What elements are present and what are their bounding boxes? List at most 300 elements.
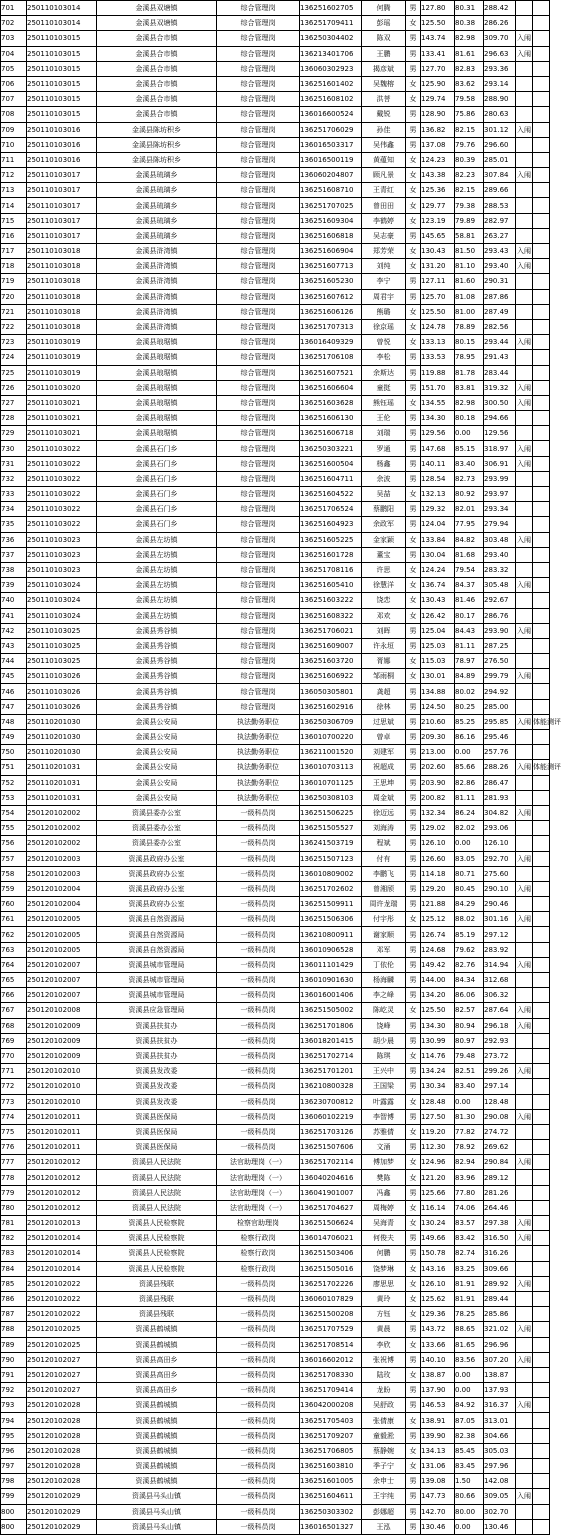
- cell-unit: 金溪县左坊镇: [97, 593, 217, 608]
- cell-no: 742: [1, 623, 27, 638]
- cell-status: 入闱: [516, 441, 533, 456]
- cell-note: [533, 562, 550, 577]
- cell-ticket: 136251708330: [300, 1367, 362, 1382]
- cell-name: 付有: [362, 851, 406, 866]
- cell-status: 入闱: [516, 1003, 533, 1018]
- cell-note: [533, 851, 550, 866]
- cell-interview: 77.82: [455, 1124, 484, 1139]
- cell-ticket: 136251706021: [300, 623, 362, 638]
- cell-note: [533, 16, 550, 31]
- cell-no: 707: [1, 92, 27, 107]
- cell-name: 蔡静婉: [362, 1443, 406, 1458]
- table-row: [1, 1291, 550, 1306]
- cell-position: 综合管理岗: [217, 547, 300, 562]
- cell-total: 305.03: [484, 1443, 516, 1458]
- cell-note: [533, 730, 550, 745]
- table-row: [1, 319, 550, 334]
- cell-ticket: 136230700812: [300, 1094, 362, 1109]
- cell-note: [533, 1140, 550, 1155]
- cell-note: [533, 942, 550, 957]
- cell-name: 李智博: [362, 1109, 406, 1124]
- cell-sex: 男: [406, 881, 421, 896]
- cell-position-code: 250120102011: [27, 1140, 97, 1155]
- cell-note: [533, 289, 550, 304]
- cell-name: 何鹏: [362, 1246, 406, 1261]
- cell-interview: 1.50: [455, 1474, 484, 1489]
- table-row: [1, 1003, 550, 1018]
- cell-position-code: 250110201030: [27, 730, 97, 745]
- cell-sex: 男: [406, 1231, 421, 1246]
- cell-interview: 83.25: [455, 1261, 484, 1276]
- cell-written: 126.42: [421, 608, 455, 623]
- cell-unit: 金溪县秀谷镇: [97, 654, 217, 669]
- cell-status: [516, 699, 533, 714]
- cell-position: 一级科员岗: [217, 1428, 300, 1443]
- cell-ticket: 136241503719: [300, 836, 362, 851]
- cell-unit: 金溪县琅琚镇: [97, 350, 217, 365]
- cell-position: 一级科员岗: [217, 973, 300, 988]
- cell-name: 饶梦琳: [362, 1261, 406, 1276]
- cell-name: 李之峰: [362, 988, 406, 1003]
- cell-total: 293.34: [484, 502, 516, 517]
- cell-position: 一级科员岗: [217, 957, 300, 972]
- cell-written: 137.08: [421, 137, 455, 152]
- cell-sex: 男: [406, 1322, 421, 1337]
- cell-no: 776: [1, 1140, 27, 1155]
- cell-status: [516, 107, 533, 122]
- cell-no: 757: [1, 851, 27, 866]
- cell-ticket: 136251606126: [300, 304, 362, 319]
- cell-interview: 81.46: [455, 593, 484, 608]
- cell-status: [516, 76, 533, 91]
- cell-ticket: 136251706524: [300, 502, 362, 517]
- cell-no: 778: [1, 1170, 27, 1185]
- cell-unit: 资溪县马头山镇: [97, 1519, 217, 1534]
- cell-unit: 资溪县马头山镇: [97, 1504, 217, 1519]
- cell-status: [516, 1079, 533, 1094]
- cell-ticket: 136251602705: [300, 1, 362, 16]
- cell-interview: 78.97: [455, 654, 484, 669]
- cell-no: 717: [1, 244, 27, 259]
- cell-position-code: 250110103026: [27, 684, 97, 699]
- cell-ticket: 136018201415: [300, 1033, 362, 1048]
- cell-position: 一级科员岗: [217, 1064, 300, 1079]
- cell-position-code: 250120102014: [27, 1246, 97, 1261]
- cell-sex: 男: [406, 836, 421, 851]
- table-row: [1, 1185, 550, 1200]
- table-row: [1, 1398, 550, 1413]
- cell-position: 综合管理岗: [217, 623, 300, 638]
- cell-ticket: 136251603628: [300, 395, 362, 410]
- cell-no: 787: [1, 1307, 27, 1322]
- cell-sex: 男: [406, 866, 421, 881]
- cell-no: 715: [1, 213, 27, 228]
- cell-sex: 男: [406, 517, 421, 532]
- table-row: [1, 942, 550, 957]
- cell-unit: 金溪县琉璃乡: [97, 183, 217, 198]
- cell-status: 入闱: [516, 805, 533, 820]
- cell-written: 112.30: [421, 1140, 455, 1155]
- cell-written: 119.20: [421, 1124, 455, 1139]
- cell-note: [533, 152, 550, 167]
- cell-interview: 79.54: [455, 562, 484, 577]
- cell-written: 125.03: [421, 638, 455, 653]
- cell-note: [533, 319, 550, 334]
- cell-position-code: 250120102029: [27, 1519, 97, 1534]
- cell-interview: 88.02: [455, 912, 484, 927]
- cell-position: 综合管理岗: [217, 487, 300, 502]
- cell-ticket: 136251702114: [300, 1155, 362, 1170]
- cell-name: 傅加梦: [362, 1155, 406, 1170]
- cell-name: 周君宇: [362, 289, 406, 304]
- cell-name: 熊钰瑶: [362, 395, 406, 410]
- cell-written: 129.32: [421, 502, 455, 517]
- cell-position-code: 250120102010: [27, 1064, 97, 1079]
- cell-note: [533, 1352, 550, 1367]
- cell-position: 一级科员岗: [217, 897, 300, 912]
- cell-total: 292.93: [484, 1033, 516, 1048]
- cell-name: 王鹏: [362, 46, 406, 61]
- cell-position: 一级科员岗: [217, 1413, 300, 1428]
- cell-interview: 80.31: [455, 1, 484, 16]
- cell-written: 134.20: [421, 988, 455, 1003]
- cell-no: 789: [1, 1337, 27, 1352]
- cell-unit: 资溪县人民法院: [97, 1200, 217, 1215]
- cell-no: 730: [1, 441, 27, 456]
- cell-sex: 男: [406, 805, 421, 820]
- cell-unit: 资溪县委办公室: [97, 836, 217, 851]
- cell-ticket: 136060107829: [300, 1291, 362, 1306]
- cell-ticket: 136251608102: [300, 92, 362, 107]
- cell-name: 方钰: [362, 1307, 406, 1322]
- cell-note: [533, 1185, 550, 1200]
- cell-ticket: 136250306709: [300, 714, 362, 729]
- cell-total: 289.92: [484, 1276, 516, 1291]
- cell-name: 吴海青: [362, 1216, 406, 1231]
- cell-position-code: 250120102028: [27, 1474, 97, 1489]
- cell-unit: 金溪县合市镇: [97, 31, 217, 46]
- cell-interview: 82.94: [455, 1155, 484, 1170]
- cell-position-code: 250110103022: [27, 456, 97, 471]
- cell-written: 138.91: [421, 1413, 455, 1428]
- cell-name: 黄玲: [362, 1291, 406, 1306]
- cell-sex: 女: [406, 1307, 421, 1322]
- cell-interview: 82.83: [455, 61, 484, 76]
- cell-position-code: 250120102005: [27, 912, 97, 927]
- table-row: [1, 517, 550, 532]
- cell-written: 119.88: [421, 365, 455, 380]
- cell-position: 综合管理岗: [217, 107, 300, 122]
- cell-written: 125.50: [421, 16, 455, 31]
- cell-position-code: 250120102028: [27, 1443, 97, 1458]
- cell-sex: 男: [406, 821, 421, 836]
- cell-status: [516, 289, 533, 304]
- cell-sex: 男: [406, 1185, 421, 1200]
- cell-unit: 金溪县琅琚镇: [97, 380, 217, 395]
- cell-name: 曾田田: [362, 198, 406, 213]
- cell-status: 入闱: [516, 1155, 533, 1170]
- cell-position-code: 250110103016: [27, 137, 97, 152]
- cell-no: 759: [1, 881, 27, 896]
- cell-sex: 女: [406, 335, 421, 350]
- cell-position-code: 250120102022: [27, 1307, 97, 1322]
- cell-interview: 80.71: [455, 866, 484, 881]
- cell-total: 288.90: [484, 92, 516, 107]
- cell-interview: 82.57: [455, 1003, 484, 1018]
- cell-status: 入闱: [516, 532, 533, 547]
- cell-name: 张祝博: [362, 1352, 406, 1367]
- cell-position: 一级科员岗: [217, 1474, 300, 1489]
- cell-name: 王泓: [362, 1519, 406, 1534]
- cell-status: [516, 1291, 533, 1306]
- cell-total: 276.50: [484, 654, 516, 669]
- cell-written: 143.74: [421, 31, 455, 46]
- table-row: [1, 745, 550, 760]
- cell-unit: 资溪县残联: [97, 1276, 217, 1291]
- cell-ticket: 136040204616: [300, 1170, 362, 1185]
- cell-total: 297.12: [484, 927, 516, 942]
- cell-unit: 资溪县政府办公室: [97, 897, 217, 912]
- cell-status: [516, 1246, 533, 1261]
- cell-written: 125.50: [421, 304, 455, 319]
- cell-name: 陆玫: [362, 1367, 406, 1382]
- cell-interview: 82.38: [455, 1428, 484, 1443]
- cell-interview: 80.92: [455, 487, 484, 502]
- cell-status: 入闱: [516, 244, 533, 259]
- cell-interview: 81.68: [455, 547, 484, 562]
- table-row: [1, 1459, 550, 1474]
- cell-written: 128.54: [421, 471, 455, 486]
- cell-interview: 81.00: [455, 304, 484, 319]
- cell-unit: 金溪县合市镇: [97, 107, 217, 122]
- table-row: [1, 350, 550, 365]
- cell-unit: 资溪县高田乡: [97, 1367, 217, 1382]
- cell-note: [533, 1383, 550, 1398]
- cell-no: 705: [1, 61, 27, 76]
- cell-position: 一级科员岗: [217, 1337, 300, 1352]
- cell-position: 一级科员岗: [217, 1383, 300, 1398]
- cell-position-code: 250110103014: [27, 1, 97, 16]
- cell-name: 刘建军: [362, 745, 406, 760]
- cell-ticket: 136251603810: [300, 1459, 362, 1474]
- table-row: [1, 456, 550, 471]
- cell-note: [533, 1428, 550, 1443]
- cell-written: 130.01: [421, 669, 455, 684]
- cell-name: 金家颖: [362, 532, 406, 547]
- cell-interview: 85.66: [455, 760, 484, 775]
- cell-unit: 资溪县政府办公室: [97, 866, 217, 881]
- cell-no: 723: [1, 335, 27, 350]
- cell-position-code: 250120102011: [27, 1124, 97, 1139]
- cell-status: 入闱: [516, 669, 533, 684]
- cell-name: 程斌: [362, 836, 406, 851]
- cell-unit: 资溪县鹤城镇: [97, 1322, 217, 1337]
- cell-name: 付宇彤: [362, 912, 406, 927]
- cell-written: 114.76: [421, 1048, 455, 1063]
- cell-written: 151.70: [421, 380, 455, 395]
- cell-position-code: 250110103018: [27, 274, 97, 289]
- table-row: [1, 684, 550, 699]
- table-row: [1, 411, 550, 426]
- cell-position-code: 250110103016: [27, 152, 97, 167]
- cell-no: 753: [1, 790, 27, 805]
- cell-ticket: 136016501327: [300, 1519, 362, 1534]
- cell-written: 140.11: [421, 456, 455, 471]
- cell-written: 134.13: [421, 1443, 455, 1458]
- table-row: [1, 1200, 550, 1215]
- cell-unit: 资溪县城市管理局: [97, 973, 217, 988]
- cell-no: 782: [1, 1231, 27, 1246]
- cell-note: 体能测评: [533, 714, 550, 729]
- cell-status: [516, 593, 533, 608]
- cell-position-code: 250110103015: [27, 76, 97, 91]
- cell-position-code: 250120102005: [27, 942, 97, 957]
- cell-unit: 金溪县琅琚镇: [97, 411, 217, 426]
- cell-name: 余申士: [362, 1474, 406, 1489]
- cell-note: [533, 1246, 550, 1261]
- cell-sex: 男: [406, 775, 421, 790]
- cell-unit: 金溪县秀谷镇: [97, 638, 217, 653]
- cell-ticket: 136010700220: [300, 730, 362, 745]
- cell-interview: 82.23: [455, 168, 484, 183]
- cell-unit: 资溪县鹤城镇: [97, 1428, 217, 1443]
- cell-no: 800: [1, 1519, 27, 1534]
- cell-position-code: 250120102002: [27, 821, 97, 836]
- cell-ticket: 136213401706: [300, 46, 362, 61]
- cell-status: [516, 821, 533, 836]
- cell-unit: 金溪县左坊镇: [97, 532, 217, 547]
- cell-sex: 男: [406, 699, 421, 714]
- cell-sex: 男: [406, 122, 421, 137]
- table-row: [1, 927, 550, 942]
- cell-unit: 金溪县公安局: [97, 760, 217, 775]
- cell-sex: 男: [406, 426, 421, 441]
- cell-name: 黄晨: [362, 1322, 406, 1337]
- cell-position-code: 250110103022: [27, 441, 97, 456]
- cell-position: 综合管理岗: [217, 441, 300, 456]
- table-row: [1, 122, 550, 137]
- cell-written: 130.04: [421, 547, 455, 562]
- cell-position-code: 250110103015: [27, 31, 97, 46]
- cell-status: [516, 274, 533, 289]
- cell-name: 邓军: [362, 942, 406, 957]
- cell-written: 129.02: [421, 821, 455, 836]
- cell-total: 301.12: [484, 122, 516, 137]
- cell-no: 784: [1, 1261, 27, 1276]
- cell-written: 124.50: [421, 699, 455, 714]
- table-row: [1, 502, 550, 517]
- cell-no: 795: [1, 1428, 27, 1443]
- cell-unit: 资溪县人民法院: [97, 1170, 217, 1185]
- cell-total: 316.26: [484, 1246, 516, 1261]
- cell-written: 124.96: [421, 1155, 455, 1170]
- cell-position-code: 250110103017: [27, 168, 97, 183]
- cell-name: 吴喆: [362, 487, 406, 502]
- cell-interview: 0.00: [455, 1383, 484, 1398]
- cell-name: 邹雨桐: [362, 669, 406, 684]
- cell-written: 209.30: [421, 730, 455, 745]
- table-row: [1, 168, 550, 183]
- cell-total: 299.79: [484, 669, 516, 684]
- cell-note: 体能测评: [533, 760, 550, 775]
- cell-written: 147.68: [421, 441, 455, 456]
- cell-total: 291.43: [484, 350, 516, 365]
- cell-total: 301.16: [484, 912, 516, 927]
- table-row: [1, 1337, 550, 1352]
- cell-ticket: 136251709414: [300, 1383, 362, 1398]
- cell-position-code: 250120102012: [27, 1200, 97, 1215]
- cell-status: [516, 487, 533, 502]
- cell-total: 293.99: [484, 471, 516, 486]
- cell-position-code: 250120102009: [27, 1033, 97, 1048]
- cell-interview: 80.39: [455, 152, 484, 167]
- cell-interview: 0.00: [455, 836, 484, 851]
- cell-status: 入闱: [516, 957, 533, 972]
- cell-total: 285.86: [484, 1307, 516, 1322]
- cell-ticket: 136251606604: [300, 380, 362, 395]
- cell-status: [516, 1048, 533, 1063]
- cell-sex: 男: [406, 1504, 421, 1519]
- cell-no: 743: [1, 638, 27, 653]
- cell-unit: 金溪县石门乡: [97, 487, 217, 502]
- cell-note: [533, 1155, 550, 1170]
- cell-status: [516, 61, 533, 76]
- cell-interview: 78.95: [455, 350, 484, 365]
- cell-unit: 金溪县琅琚镇: [97, 365, 217, 380]
- cell-total: 319.32: [484, 380, 516, 395]
- cell-position-code: 250120102028: [27, 1398, 97, 1413]
- cell-interview: 0.00: [455, 745, 484, 760]
- cell-note: [533, 259, 550, 274]
- cell-no: 762: [1, 927, 27, 942]
- cell-ticket: 136251703126: [300, 1124, 362, 1139]
- cell-position: 一级科员岗: [217, 1276, 300, 1291]
- cell-no: 721: [1, 304, 27, 319]
- cell-ticket: 136251707313: [300, 319, 362, 334]
- cell-name: 陈琪: [362, 1048, 406, 1063]
- cell-interview: 82.98: [455, 31, 484, 46]
- cell-note: [533, 1443, 550, 1458]
- cell-sex: 女: [406, 1261, 421, 1276]
- table-row: [1, 547, 550, 562]
- table-row: [1, 1033, 550, 1048]
- cell-no: 714: [1, 198, 27, 213]
- cell-note: [533, 608, 550, 623]
- cell-position: 一级科员岗: [217, 866, 300, 881]
- cell-position-code: 250120102007: [27, 957, 97, 972]
- cell-written: 125.50: [421, 1003, 455, 1018]
- cell-ticket: 136251705403: [300, 1413, 362, 1428]
- cell-note: [533, 411, 550, 426]
- cell-ticket: 136016600524: [300, 107, 362, 122]
- cell-unit: 资溪县医保局: [97, 1124, 217, 1139]
- cell-status: [516, 1033, 533, 1048]
- cell-no: 751: [1, 760, 27, 775]
- cell-total: 293.40: [484, 259, 516, 274]
- cell-unit: 资溪县城市管理局: [97, 957, 217, 972]
- cell-total: 289.66: [484, 183, 516, 198]
- cell-position-code: 250110103023: [27, 547, 97, 562]
- cell-sex: 女: [406, 532, 421, 547]
- cell-no: 738: [1, 562, 27, 577]
- table-row: [1, 866, 550, 881]
- table-row: [1, 304, 550, 319]
- cell-position: 综合管理岗: [217, 289, 300, 304]
- cell-position: 一级科员岗: [217, 1307, 300, 1322]
- cell-total: 283.44: [484, 365, 516, 380]
- table-row: [1, 1474, 550, 1489]
- cell-no: 744: [1, 654, 27, 669]
